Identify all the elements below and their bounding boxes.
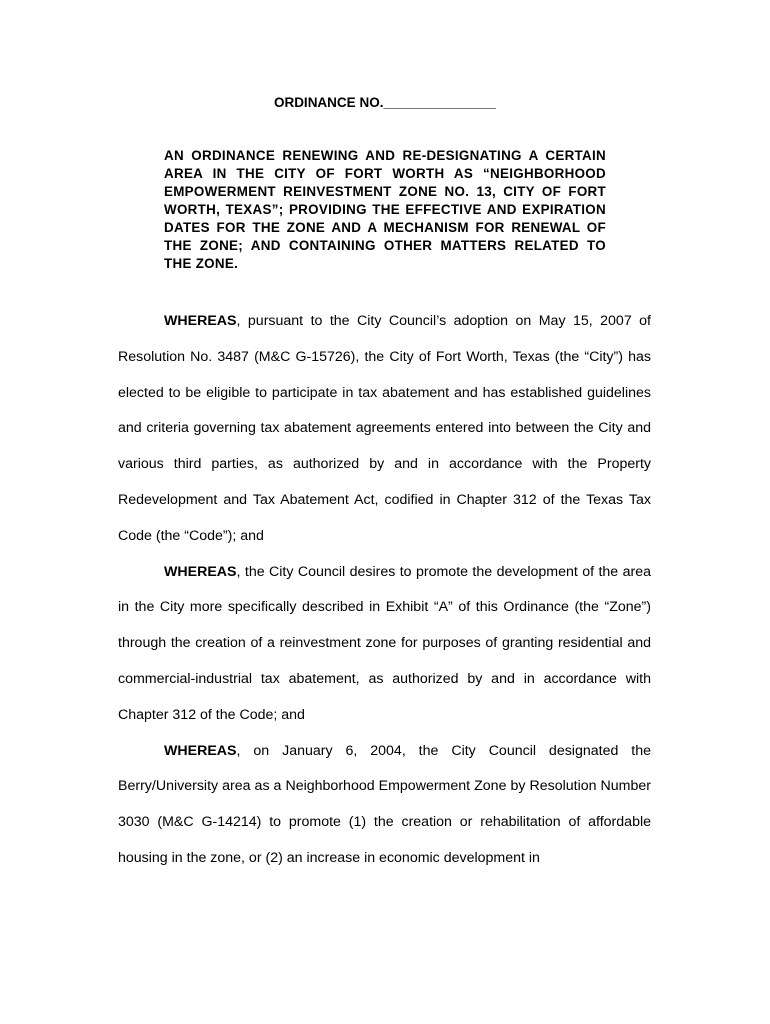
ordinance-number-heading: ORDINANCE NO._______________ bbox=[273, 95, 497, 110]
paragraph-text: , pursuant to the City Council’s adoption on May 15, 2007 of Resolution No. 3487 (M&C G-15726), the City of Fort Worth, Texas (the “City”) has elected to be eligible to participate in tax abatement and has established guidelines and criteria governing tax abatement agreements entered into between the City and various third parties, as authorized by and in accordance with the Property Redevelopment and Tax Abatement Act, codified in Chapter 312 of the Texas Tax Code (the “Code”); and bbox=[118, 313, 651, 544]
ordinance-caption: AN ORDINANCE RENEWING AND RE-DESIGNATING A CERTAIN AREA IN THE CITY OF FORT WORTH AS “NEIGHBORHOOD EMPOWERMENT REINVESTMENT ZONE NO. 13, CITY OF FORT WORTH, TEXAS”; PROVIDING THE EFFECTIVE AND EXPIRATION DATES FOR THE ZONE AND A MECHANISM FOR RENEWAL OF THE ZONE; AND CONTAINING OTHER MATTERS RELATED TO THE ZONE. bbox=[164, 148, 606, 271]
document-body bbox=[118, 304, 651, 877]
paragraph-text: , the City Council desires to promote the development of the area in the City more specifically described in Exhibit “A” of this Ordinance (the “Zone”) through the creation of a reinvestment zone for purposes of granting residential and commercial-industrial tax abatement, as authorized by and in accordance with Chapter 312 of the Code; and bbox=[118, 563, 651, 723]
whereas-lead: WHEREAS bbox=[164, 742, 237, 759]
whereas-lead: WHEREAS bbox=[164, 563, 237, 580]
whereas-paragraph-1 bbox=[118, 304, 651, 555]
paragraph-text: , on January 6, 2004, the City Council designated the Berry/University area as a Neighborhood Empowerment Zone by Resolution Number 3030 (M&C G-14214) to promote (1) the creation or rehabilitation of affordable housing in the zone, or (2) an increase in economic development in bbox=[118, 742, 651, 866]
whereas-paragraph-2 bbox=[118, 555, 651, 734]
whereas-paragraph-3 bbox=[118, 734, 651, 877]
whereas-lead: WHEREAS bbox=[164, 313, 237, 329]
